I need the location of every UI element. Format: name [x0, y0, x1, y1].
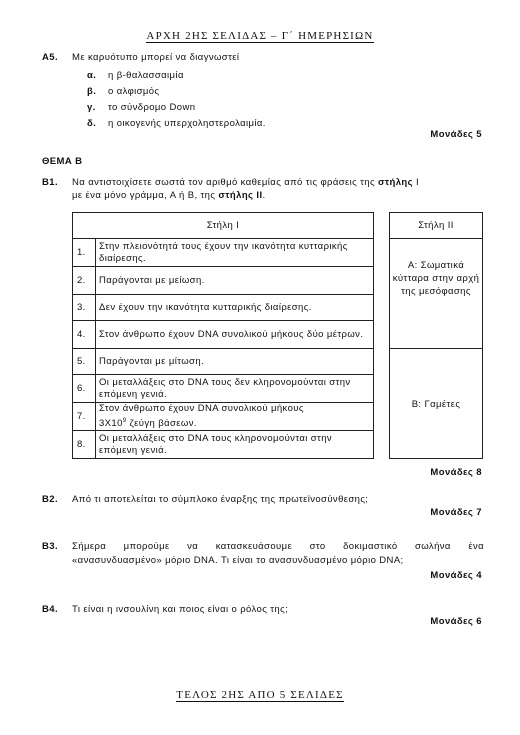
page-footer	[0, 689, 520, 701]
row-text: Οι μεταλλάξεις στο DNA τους κληρονομούνται στην επόμενη γενιά.	[96, 431, 374, 459]
row-text: Οι μεταλλάξεις στο DNA τους δεν κληρονομούνται στην επόμενη γενιά.	[96, 375, 374, 403]
option-c-letter: γ.	[87, 102, 96, 113]
table-row	[73, 295, 374, 321]
table-row	[73, 431, 374, 459]
question-b1-number: Β1.	[42, 177, 58, 188]
row-number: 2.	[73, 267, 96, 295]
row-text-exponent: 9	[122, 418, 127, 424]
row-text: Δεν έχουν την ικανότητα κυτταρικής διαίρεσης.	[96, 295, 374, 321]
option-b-letter: β.	[87, 86, 97, 97]
marks-b4: Μονάδες 6	[430, 616, 482, 627]
theme-heading: ΘΕΜΑ Β	[42, 156, 83, 167]
question-b3-number: Β3.	[42, 541, 58, 552]
row-number: 7.	[73, 403, 96, 431]
question-b3-line1: Σήμερα μπορούμε να κατασκευάσουμε στο δοκιμαστικό σωλήνα ένα	[72, 541, 484, 552]
marks-b2: Μονάδες 7	[430, 507, 482, 518]
page-header	[0, 30, 520, 42]
table-row	[73, 403, 374, 431]
row-number: 3.	[73, 295, 96, 321]
row-text: Παράγονται με μείωση.	[96, 267, 374, 295]
question-b2-number: Β2.	[42, 494, 58, 505]
column-two-table	[389, 212, 483, 459]
b1-line2-part2: .	[262, 190, 266, 201]
row-text: Στον άνθρωπο έχουν DNA συνολικού μήκους δύο μέτρων.	[96, 321, 374, 349]
row-text: Στην πλειονότητά τους έχουν την ικανότητα κυτταρικής διαίρεσης.	[96, 239, 374, 267]
row-text-exponent-base: 3Χ10	[99, 418, 123, 430]
row-text	[96, 403, 374, 431]
question-b4-text: Τι είναι η ινσουλίνη και ποιος είναι ο ρόλος της;	[72, 604, 289, 615]
marks-b3: Μονάδες 4	[430, 570, 482, 581]
row-number: 5.	[73, 349, 96, 375]
option-a-cell	[390, 239, 482, 349]
row-number: 4.	[73, 321, 96, 349]
column-two-header: Στήλη ΙΙ	[390, 213, 482, 239]
question-b4-number: Β4.	[42, 604, 58, 615]
row-text-line2: ζεύγη βάσεων.	[126, 418, 197, 430]
question-b1-line1	[72, 177, 419, 188]
option-a-letter: α.	[87, 70, 97, 81]
page-header-text: ΑΡΧΗ 2ΗΣ ΣΕΛΙΔΑΣ – Γ΄ ΗΜΕΡΗΣΙΩΝ	[146, 30, 374, 42]
question-b2-text: Από τι αποτελείται το σύμπλοκο έναρξης της πρωτεϊνοσύνθεσης;	[72, 494, 369, 505]
row-number: 1.	[73, 239, 96, 267]
option-b-text: ο αλφισμός	[108, 86, 160, 97]
table-row	[73, 375, 374, 403]
row-number: 8.	[73, 431, 96, 459]
column-one-header: Στήλη Ι	[73, 213, 374, 239]
question-b1-line2	[72, 190, 266, 201]
column-one-table	[72, 212, 374, 459]
option-b-cell	[390, 349, 482, 459]
row-text-line1: Στον άνθρωπο έχουν DNA συνολικού μήκους	[99, 403, 304, 414]
b1-line2-part1: με ένα μόνο γράμμα, Α ή Β, της	[72, 190, 219, 201]
b1-line1-bold: στήλης	[378, 177, 413, 188]
table-row	[73, 321, 374, 349]
option-a-text: η β-θαλασσαιμία	[108, 70, 184, 81]
option-a-label: Α: Σωματικά κύτταρα στην αρχή της μεσόφασης	[392, 260, 480, 297]
option-b-label: Β: Γαμέτες	[411, 399, 461, 410]
page-footer-text: ΤΕΛΟΣ 2ΗΣ ΑΠΟ 5 ΣΕΛΙΔΕΣ	[176, 689, 344, 701]
table-row	[73, 349, 374, 375]
question-a5-number: Α5.	[42, 52, 58, 63]
b1-line1-part1: Να αντιστοιχίσετε σωστά τον αριθμό καθεμίας από τις φράσεις της	[72, 177, 378, 188]
marks-a5: Μονάδες 5	[430, 129, 482, 140]
b1-line1-part2: Ι	[412, 177, 420, 188]
option-d-text: η οικογενής υπερχοληστερολαιμία.	[108, 118, 266, 129]
option-d-letter: δ.	[87, 118, 97, 129]
row-number: 6.	[73, 375, 96, 403]
option-c-text: το σύνδρομο Down	[108, 102, 196, 113]
table-row	[73, 267, 374, 295]
row-text: Παράγονται με μίτωση.	[96, 349, 374, 375]
marks-b1: Μονάδες 8	[430, 467, 482, 478]
question-b3-line2: «ανασυνδυασμένο» μόριο DNA. Τι είναι το ανασυνδυασμένο μόριο DNA;	[72, 555, 404, 566]
b1-line2-bold: στήλης ΙΙ	[218, 190, 263, 201]
question-a5-text: Με καρυότυπο μπορεί να διαγνωστεί	[72, 52, 240, 63]
table-row	[73, 239, 374, 267]
